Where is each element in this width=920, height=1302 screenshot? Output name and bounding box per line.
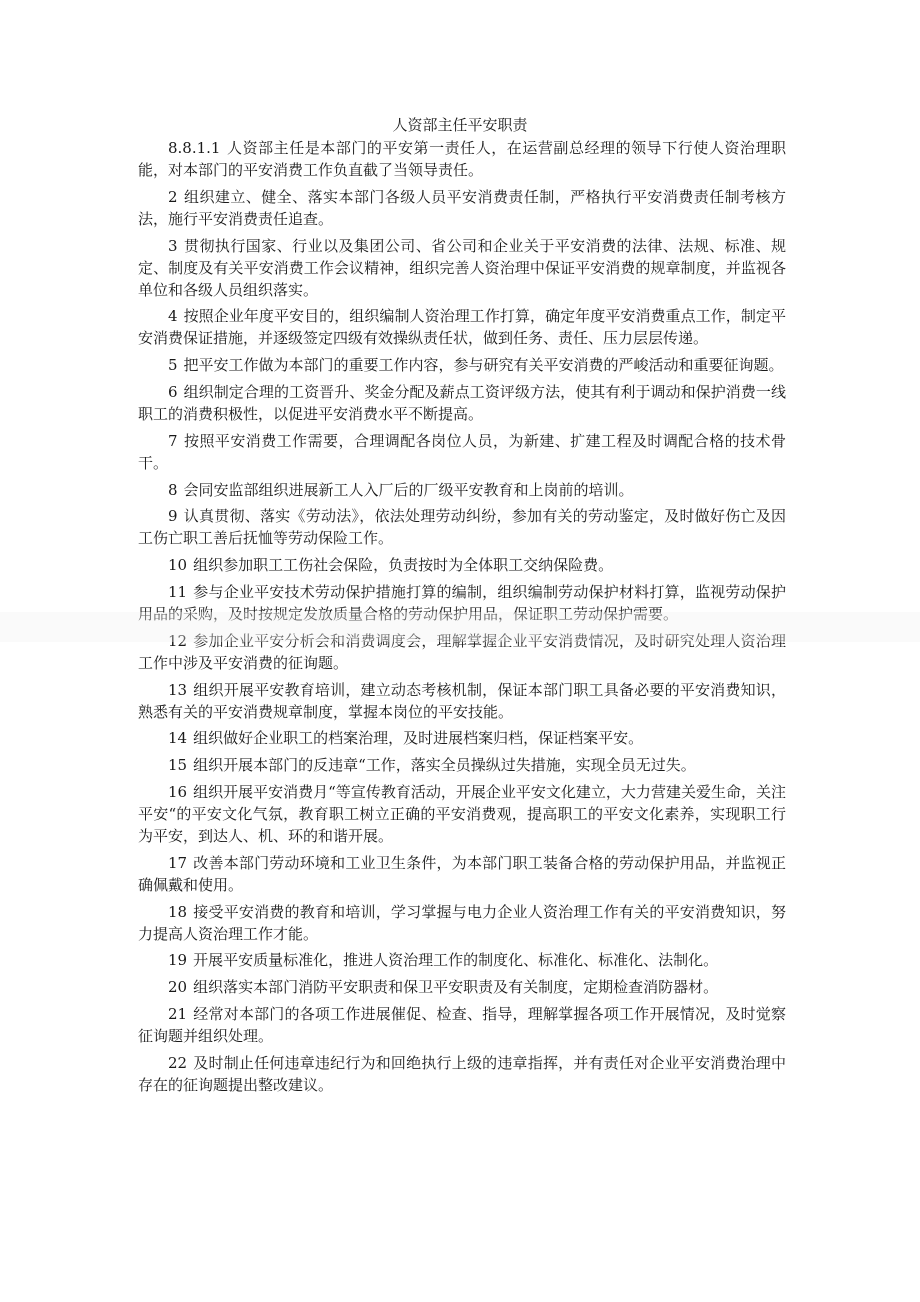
clause-text: 组织参加职工工伤社会保险，负责按时为全体职工交纳保险费。 <box>193 556 614 575</box>
clause-number: 22 <box>168 1053 188 1072</box>
clause-paragraph <box>138 354 786 376</box>
clause-text: 参与企业平安技术劳动保护措施打算的编制，组织编制劳动保护材料打算，监视劳动保护用品的采购，及时按规定发放质量合格的劳动保护用品，保证职工劳动保护需要。 <box>138 582 786 623</box>
clause-number: 8.8.1.1 <box>168 139 221 157</box>
clause-text: 组织开展平安消费月“等宣传教育活动，开展企业平安文化建立，大力营建关爱生命，关注平安“的平安文化气氛，教育职工树立正确的平安消费观，提高职工的平安文化素养，实现职工行为平安，到达人、机、环的和谐开展。 <box>138 782 786 845</box>
clause-number: 13 <box>168 680 188 699</box>
clause-number: 4 <box>168 307 178 326</box>
clause-number: 5 <box>168 356 178 375</box>
clause-paragraph <box>138 852 786 896</box>
clause-number: 17 <box>168 853 188 872</box>
clause-number: 10 <box>168 556 188 575</box>
clause-paragraph <box>138 901 786 945</box>
clause-paragraph <box>138 479 786 501</box>
clause-paragraph <box>138 505 786 549</box>
clause-paragraph <box>138 305 786 349</box>
clause-number: 8 <box>168 480 178 499</box>
clause-number: 14 <box>168 729 188 748</box>
clause-text: 人资部主任是本部门的平安第一责任人，在运营副总经理的领导下行使人资治理职能，对本部门的平安消费工作负直截了当领导责任。 <box>138 139 786 179</box>
document-body <box>138 137 786 1101</box>
clause-paragraph <box>138 1003 786 1047</box>
clause-text: 改善本部门劳动环境和工业卫生条件，为本部门职工装备合格的劳动保护用品，并监视正确佩戴和使用。 <box>138 853 786 894</box>
clause-number: 7 <box>168 431 178 450</box>
clause-paragraph <box>138 976 786 998</box>
clause-text: 经常对本部门的各项工作进展催促、检查、指导，理解掌握各项工作开展情况，及时觉察征询题并组织处理。 <box>138 1004 786 1045</box>
clause-paragraph <box>138 186 786 230</box>
clause-paragraph <box>138 137 786 181</box>
clause-number: 9 <box>168 507 178 526</box>
clause-text: 开展平安质量标准化，推进人资治理工作的制度化、标准化、标准化、法制化。 <box>193 951 719 970</box>
clause-paragraph <box>138 581 786 625</box>
clause-text: 组织建立、健全、落实本部门各级人员平安消费责任制，严格执行平安消费责任制考核方法，施行平安消费责任追查。 <box>138 187 786 228</box>
document-title: 人资部主任平安职责 <box>392 116 528 134</box>
clause-number: 18 <box>168 902 188 921</box>
clause-paragraph <box>138 381 786 425</box>
clause-text: 参加企业平安分析会和消费调度会，理解掌握企业平安消费情况，及时研究处理人资治理工作中涉及平安消费的征询题。 <box>138 631 786 672</box>
clause-text: 贯彻执行国家、行业以及集团公司、省公司和企业关于平安消费的法律、法规、标准、规定、制度及有关平安消费工作会议精神，组织完善人资治理中保证平安消费的规章制度，并监视各单位和各级人员组织落实。 <box>138 236 786 299</box>
clause-text: 认真贯彻、落实《劳动法》，依法处理劳动纠纷，参加有关的劳动鉴定，及时做好伤亡及因工伤亡职工善后抚恤等劳动保险工作。 <box>138 507 786 548</box>
clause-paragraph <box>138 554 786 576</box>
clause-number: 20 <box>168 978 188 997</box>
clause-text: 按照企业年度平安目的，组织编制人资治理工作打算，确定年度平安消费重点工作，制定平安消费保证措施，并逐级签定四级有效操纵责任状，做到任务、责任、压力层层传递。 <box>138 307 786 348</box>
clause-paragraph <box>138 781 786 847</box>
clause-paragraph <box>138 949 786 971</box>
clause-text: 及时制止任何违章违纪行为和回绝执行上级的违章指挥，并有责任对企业平安消费治理中存在的征询题提出整改建议。 <box>138 1053 786 1094</box>
clause-paragraph <box>138 754 786 776</box>
clause-number: 6 <box>168 382 178 401</box>
clause-number: 12 <box>168 631 188 650</box>
clause-paragraph <box>138 630 786 674</box>
clause-paragraph <box>138 679 786 723</box>
clause-text: 接受平安消费的教育和培训，学习掌握与电力企业人资治理工作有关的平安消费知识，努力提高人资治理工作才能。 <box>138 902 786 943</box>
clause-paragraph <box>138 430 786 474</box>
clause-paragraph <box>138 1052 786 1096</box>
clause-text: 组织开展本部门的反违章“工作，落实全员操纵过失措施，实现全员无过失。 <box>193 756 696 775</box>
clause-text: 组织开展平安教育培训，建立动态考核机制，保证本部门职工具备必要的平安消费知识，熟悉有关的平安消费规章制度，掌握本岗位的平安技能。 <box>138 680 786 721</box>
clause-text: 组织做好企业职工的档案治理，及时进展档案归档，保证档案平安。 <box>193 729 644 748</box>
clause-number: 16 <box>168 782 188 801</box>
clause-text: 组织制定合理的工资晋升、奖金分配及薪点工资评级方法，使其有利于调动和保护消费一线职工的消费积极性，以促进平安消费水平不断提高。 <box>138 382 786 423</box>
clause-text: 组织落实本部门消防平安职责和保卫平安职责及有关制度，定期检查消防器材。 <box>193 978 719 997</box>
clause-text: 按照平安消费工作需要，合理调配各岗位人员，为新建、扩建工程及时调配合格的技术骨干。 <box>138 431 786 472</box>
clause-number: 19 <box>168 951 188 970</box>
clause-number: 11 <box>168 582 188 601</box>
clause-text: 把平安工作做为本部门的重要工作内容，参与研究有关平安消费的严峻活动和重要征询题。 <box>183 356 784 375</box>
clause-number: 3 <box>168 236 178 255</box>
clause-text: 会同安监部组织进展新工人入厂后的厂级平安教育和上岗前的培训。 <box>183 480 634 499</box>
clause-number: 15 <box>168 756 188 775</box>
clause-paragraph <box>138 727 786 749</box>
clause-number: 21 <box>168 1004 188 1023</box>
clause-paragraph <box>138 235 786 301</box>
clause-number: 2 <box>168 187 178 206</box>
